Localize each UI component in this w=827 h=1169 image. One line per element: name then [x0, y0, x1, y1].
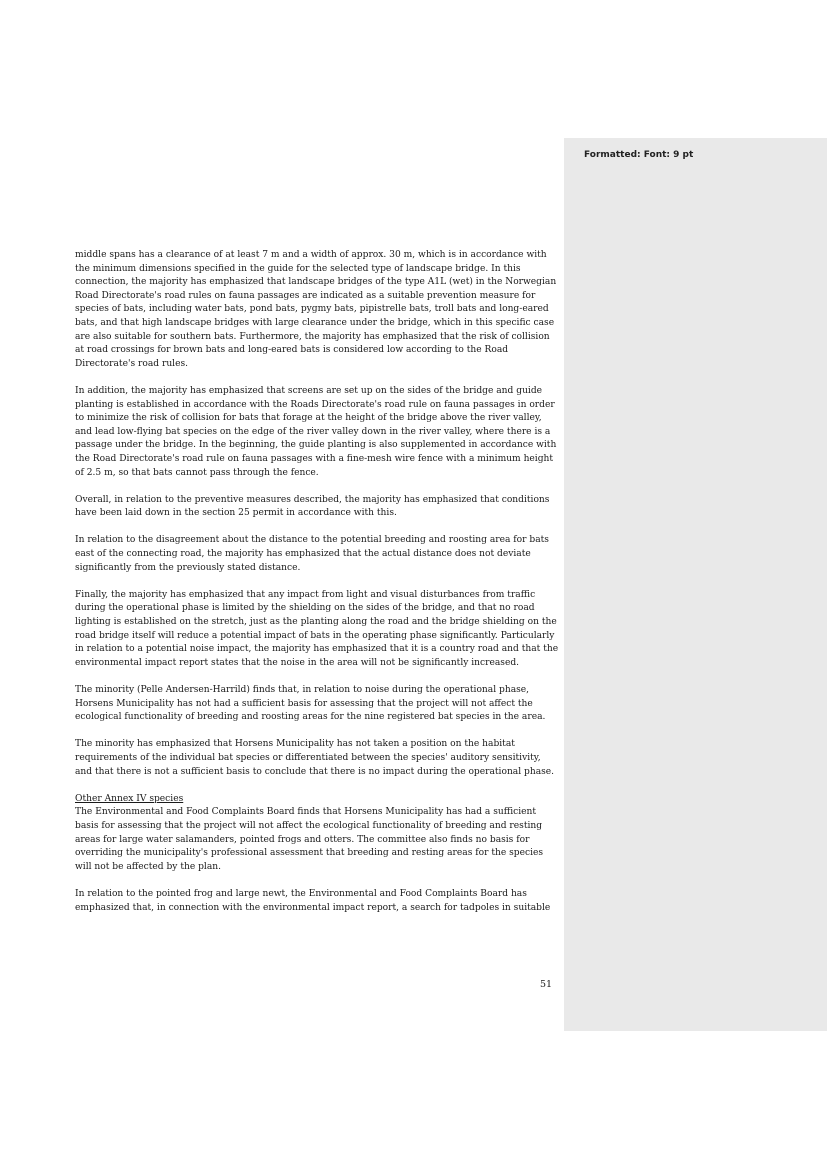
page-number: 51 — [540, 979, 553, 990]
section-paragraph-2: In relation to the pointed frog and large newt, the Environmental and Food Complaints Board has emphasized that, in connection with the environmental impact report, a search for tadpoles in suitable — [75, 888, 551, 913]
paragraph-3: Overall, in relation to the preventive measures described, the majority has emphasized that conditions have been laid down in the section 25 permit in accordance with this. — [75, 494, 550, 519]
comment-pane — [564, 138, 827, 1031]
section-block — [75, 793, 559, 875]
paragraph-4: In relation to the disagreement about the distance to the potential breeding and roosting area for bats east of the connecting road, the majority has emphasized that the actual distance does not deviate significantly from the previously stated distance. — [75, 535, 549, 573]
paragraph-2: In addition, the majority has emphasized that screens are set up on the sides of the bridge and guide planting is established in accordance with the Roads Directorate's road rule on fauna passages in order to minimize the risk of collision for bats that forage at the height of the bridge above the river valley, and lead low-flying bat species on the edge of the river valley down in the river valley, where there is a passage under the bridge. In the beginning, the guide planting is also supplemented in accordance with the Road Directorate's road rule on fauna passages with a fine-mesh wire fence with a minimum height of 2.5 m, so that bats cannot pass through the fence. — [75, 385, 557, 478]
paragraph-1: middle spans has a clearance of at least 7 m and a width of approx. 30 m, which is in accordance with the minimum dimensions specified in the guide for the selected type of landscape bridge. In this connection, the majority has emphasized that landscape bridges of the type A1L (wet) in the Norwegian Road Directorate's road rules on fauna passages are indicated as a suitable prevention measure for species of bats, including water bats, pond bats, pygmy bats, pipistrelle bats, troll bats and long-eared bats, and that high landscape bridges with large clearance under the bridge, which in this specific case are also suitable for southern bats. Furthermore, the majority has emphasized that the risk of collision at road crossings for brown bats and long-eared bats is considered low according to the Road Directorate's road rules. — [75, 250, 557, 369]
document-body — [75, 249, 559, 929]
paragraph-6: The minority (Pelle Andersen-Harrild) finds that, in relation to noise during the operational phase, Horsens Municipality has not had a sufficient basis for assessing that the project will not affect the ecological functionality of breeding and roosting areas for the nine registered bat species in the area. — [75, 685, 546, 723]
section-heading: Other Annex IV species — [75, 793, 184, 804]
section-paragraph-1: The Environmental and Food Complaints Board finds that Horsens Municipality has had a sufficient basis for assessing that the project will not affect the ecological functionality of breeding and resting areas for large water salamanders, pointed frogs and otters. The committee also finds no basis for overriding the municipality's professional assessment that breeding and resting areas for the species will not be affected by the plan. — [75, 807, 544, 872]
paragraph-5: Finally, the majority has emphasized that any impact from light and visual disturbances from traffic during the operational phase is limited by the shielding on the sides of the bridge, and that no road lighting is established on the stretch, just as the planting along the road and the bridge shielding on the road bridge itself will reduce a potential impact of bats in the operating phase significantly. Particularly in relation to a potential noise impact, the majority has emphasized that it is a country road and that the environmental impact report states that the noise in the area will not be significantly increased. — [75, 589, 559, 668]
formatting-comment: Formatted: Font: 9 pt — [584, 150, 694, 160]
paragraph-7: The minority has emphasized that Horsens Municipality has not taken a position on the habitat requirements of the individual bat species or differentiated between the species' auditory sensitivity, and that there is not a sufficient basis to conclude that there is no impact during the operational phase. — [75, 739, 555, 777]
